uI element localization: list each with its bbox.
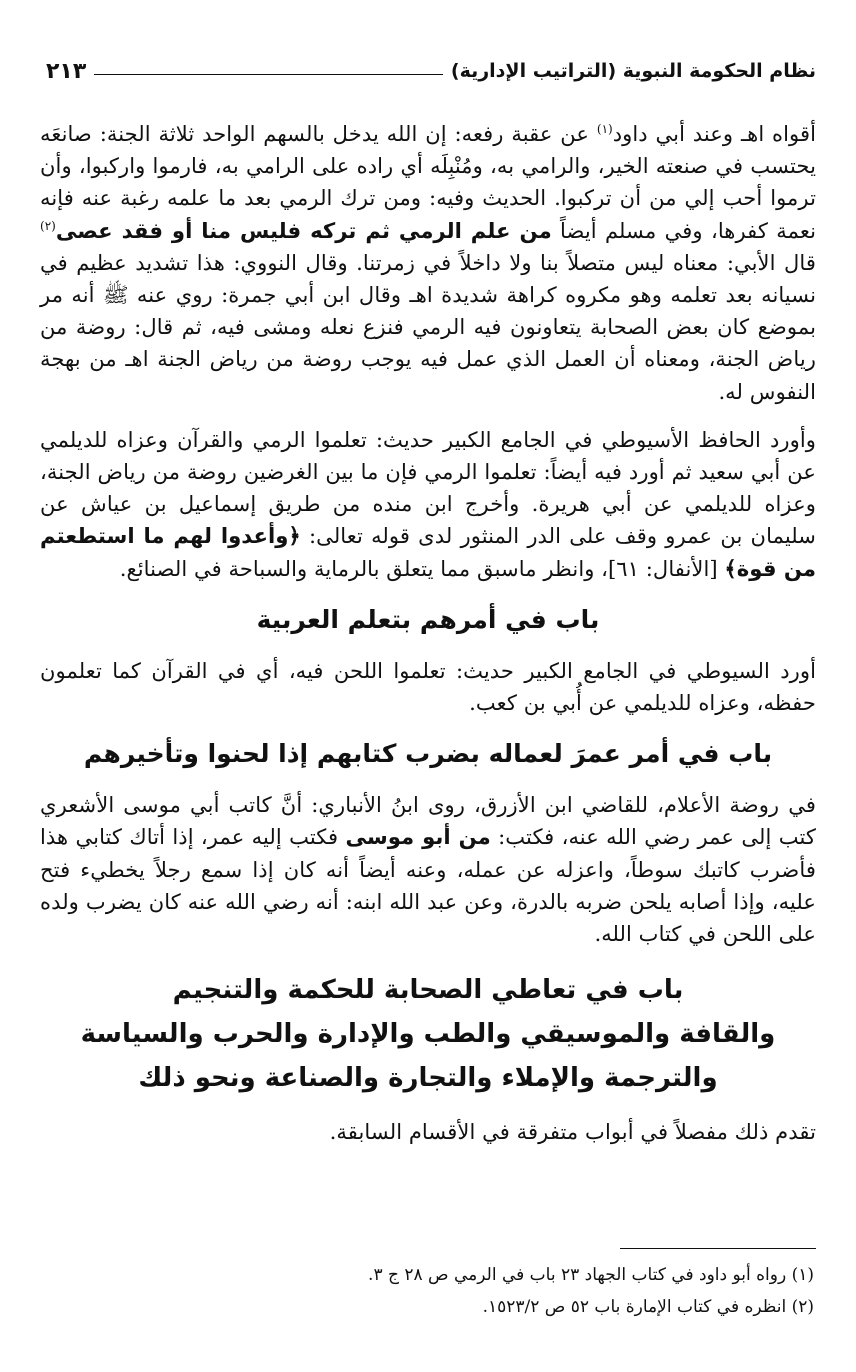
- footnote-2: (٢) انظره في كتاب الإمارة باب ٥٢ ص ١٥٢٣/٢.: [482, 1297, 814, 1317]
- footnotes: [40, 1248, 816, 1323]
- section-heading-umar-scribes: باب في أمر عمرَ لعماله بضرب كتابهم إذا لحنوا وتأخيرهم: [83, 739, 773, 769]
- quran-verse: ﴿وأعدوا لهم ما استطعتم من قوة﴾: [40, 523, 816, 581]
- paragraph-umar-scribes: [40, 789, 816, 950]
- page-number: ٢١٣: [46, 59, 87, 84]
- emphasized-hadith-text: من علم الرمي ثم تركه فليس منا أو فقد عصى: [55, 217, 552, 243]
- section-heading-arabic-learning: باب في أمرهم بتعلم العربية: [256, 604, 600, 634]
- paragraph-previous-sections: تقدم ذلك مفصلاً في أبواب متفرقة في الأقسام السابقة.: [329, 1119, 816, 1145]
- footnote-1: (١) رواه أبو داود في كتاب الجهاد ٢٣ باب في الرمي ص ٢٨ ج ٣.: [368, 1265, 814, 1285]
- heading-line: باب في تعاطي الصحابة للحكمة والتنجيم: [172, 975, 684, 1006]
- paragraph-archery-hadith: [40, 118, 816, 408]
- running-head-rule: [94, 74, 443, 75]
- heading-line: والقافة والموسيقي والطب والإدارة والحرب والسياسة: [80, 1019, 776, 1050]
- text-segment: في روضة الأعلام، للقاضي ابن الأزرق، روى ابنُ الأنباري: أنَّ كاتب أبي موسى الأشعري كتب إلى عمر رضي الله عنه، فكتب:: [40, 792, 816, 850]
- text-segment: عن عقبة رفعه: إن الله يدخل بالسهم الواحد ثلاثة الجنة: صانعَه يحتسب في صنعته الخير، والرامي به، ومُنْبِلَه أي راده على الرامي به، فارموا واركبوا، وأن ترموا أحب إلي من أن تركبوا. الحديث وفيه: ومن ترك الرمي بعد ما علمه رغبة عنه فإنه نعمة كفرها، وفي مسلم أيضاً: [40, 121, 816, 243]
- footnote-ref-2: (٢): [40, 218, 56, 233]
- section-heading-companions-sciences: [40, 968, 816, 1100]
- footnote-separator: [620, 1248, 816, 1249]
- footnote-ref-1: (١): [596, 121, 613, 136]
- text-segment: فكتب إليه عمر، إذا أتاك كتابي هذا فأضرب كاتبك سوطاً، واعزله عن عمله، وعنه أيضاً أنه كان إذا سمع رجلاً يخطيء فتح عليه، وإذا أصابه يلحن ضربه بالدرة، وعن عبد الله ابنه: أنه رضي الله عنه كان يضرب ولده على اللحن في كتاب الله.: [40, 824, 816, 947]
- heading-line: والترجمة والإملاء والتجارة والصناعة ونحو ذلك: [138, 1063, 718, 1094]
- paragraph-suyuti-archery: [40, 424, 816, 585]
- text-segment: أقواه اهـ وعند أبي داود: [612, 121, 817, 146]
- page-body: [40, 118, 816, 1164]
- text-segment: [الأنفال: ٦١]، وانظر ماسبق مما يتعلق بالرماية والسباحة في الصنائع.: [119, 555, 725, 581]
- text-segment: وأورد الحافظ الأسيوطي في الجامع الكبير حديث: تعلموا الرمي والقرآن وعزاه للديلمي عن أبي سعيد ثم أورد فيه أيضاً: تعلموا الرمي فإن ما بين الغرضين روضة من رياض الجنة، وعزاه للديلمي عن أبي هريرة. وأخرج ابن منده من طريق إسماعيل بن عياش عن سليمان بن عمرو وقف على الدر المنثور لدى قوله تعالى:: [40, 426, 816, 549]
- paragraph-arabic-learning: أورد السيوطي في الجامع الكبير حديث: تعلموا اللحن فيه، أي في القرآن كما تعلمون حفظه، وعزاه للديلمي عن أُبي بن كعب.: [40, 657, 816, 716]
- running-head-title: نظام الحكومة النبوية (التراتيب الإدارية): [450, 60, 816, 82]
- running-head: [46, 52, 816, 86]
- text-segment: قال الأبي: معناه ليس متصلاً بنا ولا داخلاً في زمرتنا. وقال النووي: هذا تشديد عظيم في نسيانه بعد تعلمه وهو مكروه كراهة شديدة اهـ وقال ابن أبي جمرة: روي عنه ﷺ أنه مر بموضع كان بعض الصحابة يتعاونون فيه الرمي فنزع نعله ومشى فيه، ثم قال: روضة من رياض الجنة، ومعناه أن العمل الذي عمل فيه يوجب روضة من رياض الجنة اهـ من بهجة النفوس له.: [40, 249, 816, 404]
- emphasized-text: من أبو موسى: [345, 824, 491, 850]
